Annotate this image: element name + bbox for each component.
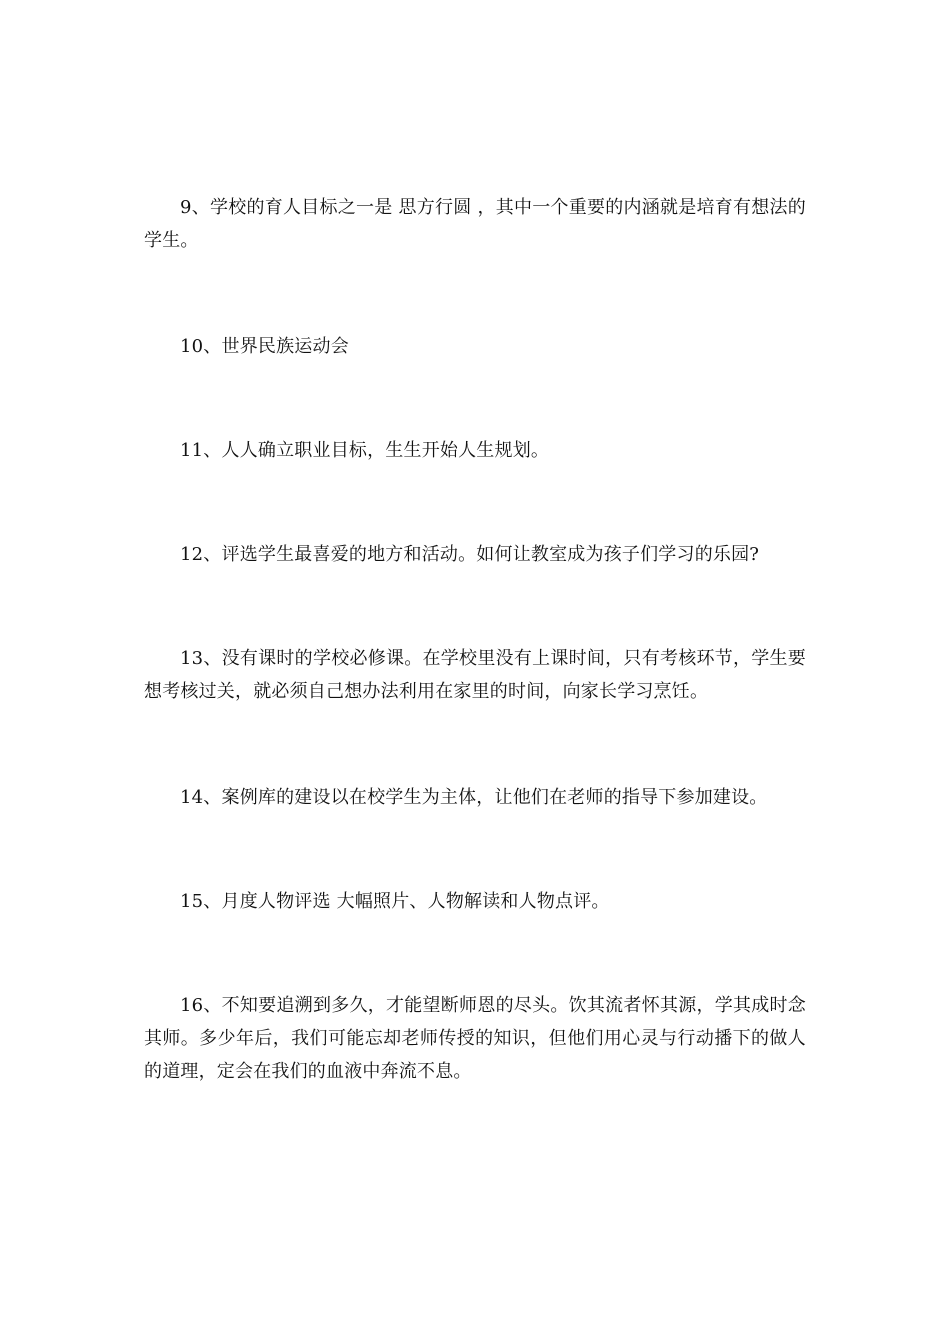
paragraph-10: 10、世界民族运动会	[180, 336, 349, 357]
paragraph-11: 11、人人确立职业目标，生生开始人生规划。	[180, 440, 550, 461]
paragraph-15: 15、月度人物评选 大幅照片、人物解读和人物点评。	[180, 891, 610, 912]
paragraph-13: 13、没有课时的学校必修课。在学校里没有上课时间，只有考核环节，学生要想考核过关，就必须自己想办法利用在家里的时间，向家长学习烹饪。	[144, 648, 806, 702]
paragraph-12: 12、评选学生最喜爱的地方和活动。如何让教室成为孩子们学习的乐园?	[180, 544, 760, 565]
paragraph-9: 9、学校的育人目标之一是 思方行圆 ，其中一个重要的内涵就是培育有想法的学生。	[144, 197, 806, 251]
paragraph-14: 14、案例库的建设以在校学生为主体，让他们在老师的指导下参加建设。	[180, 787, 768, 808]
paragraph-16: 16、不知要追溯到多久，才能望断师恩的尽头。饮其流者怀其源，学其成时念其师。多少年后，我们可能忘却老师传授的知识，但他们用心灵与行动播下的做人的道理，定会在我们的血液中奔流不息。	[144, 995, 806, 1082]
